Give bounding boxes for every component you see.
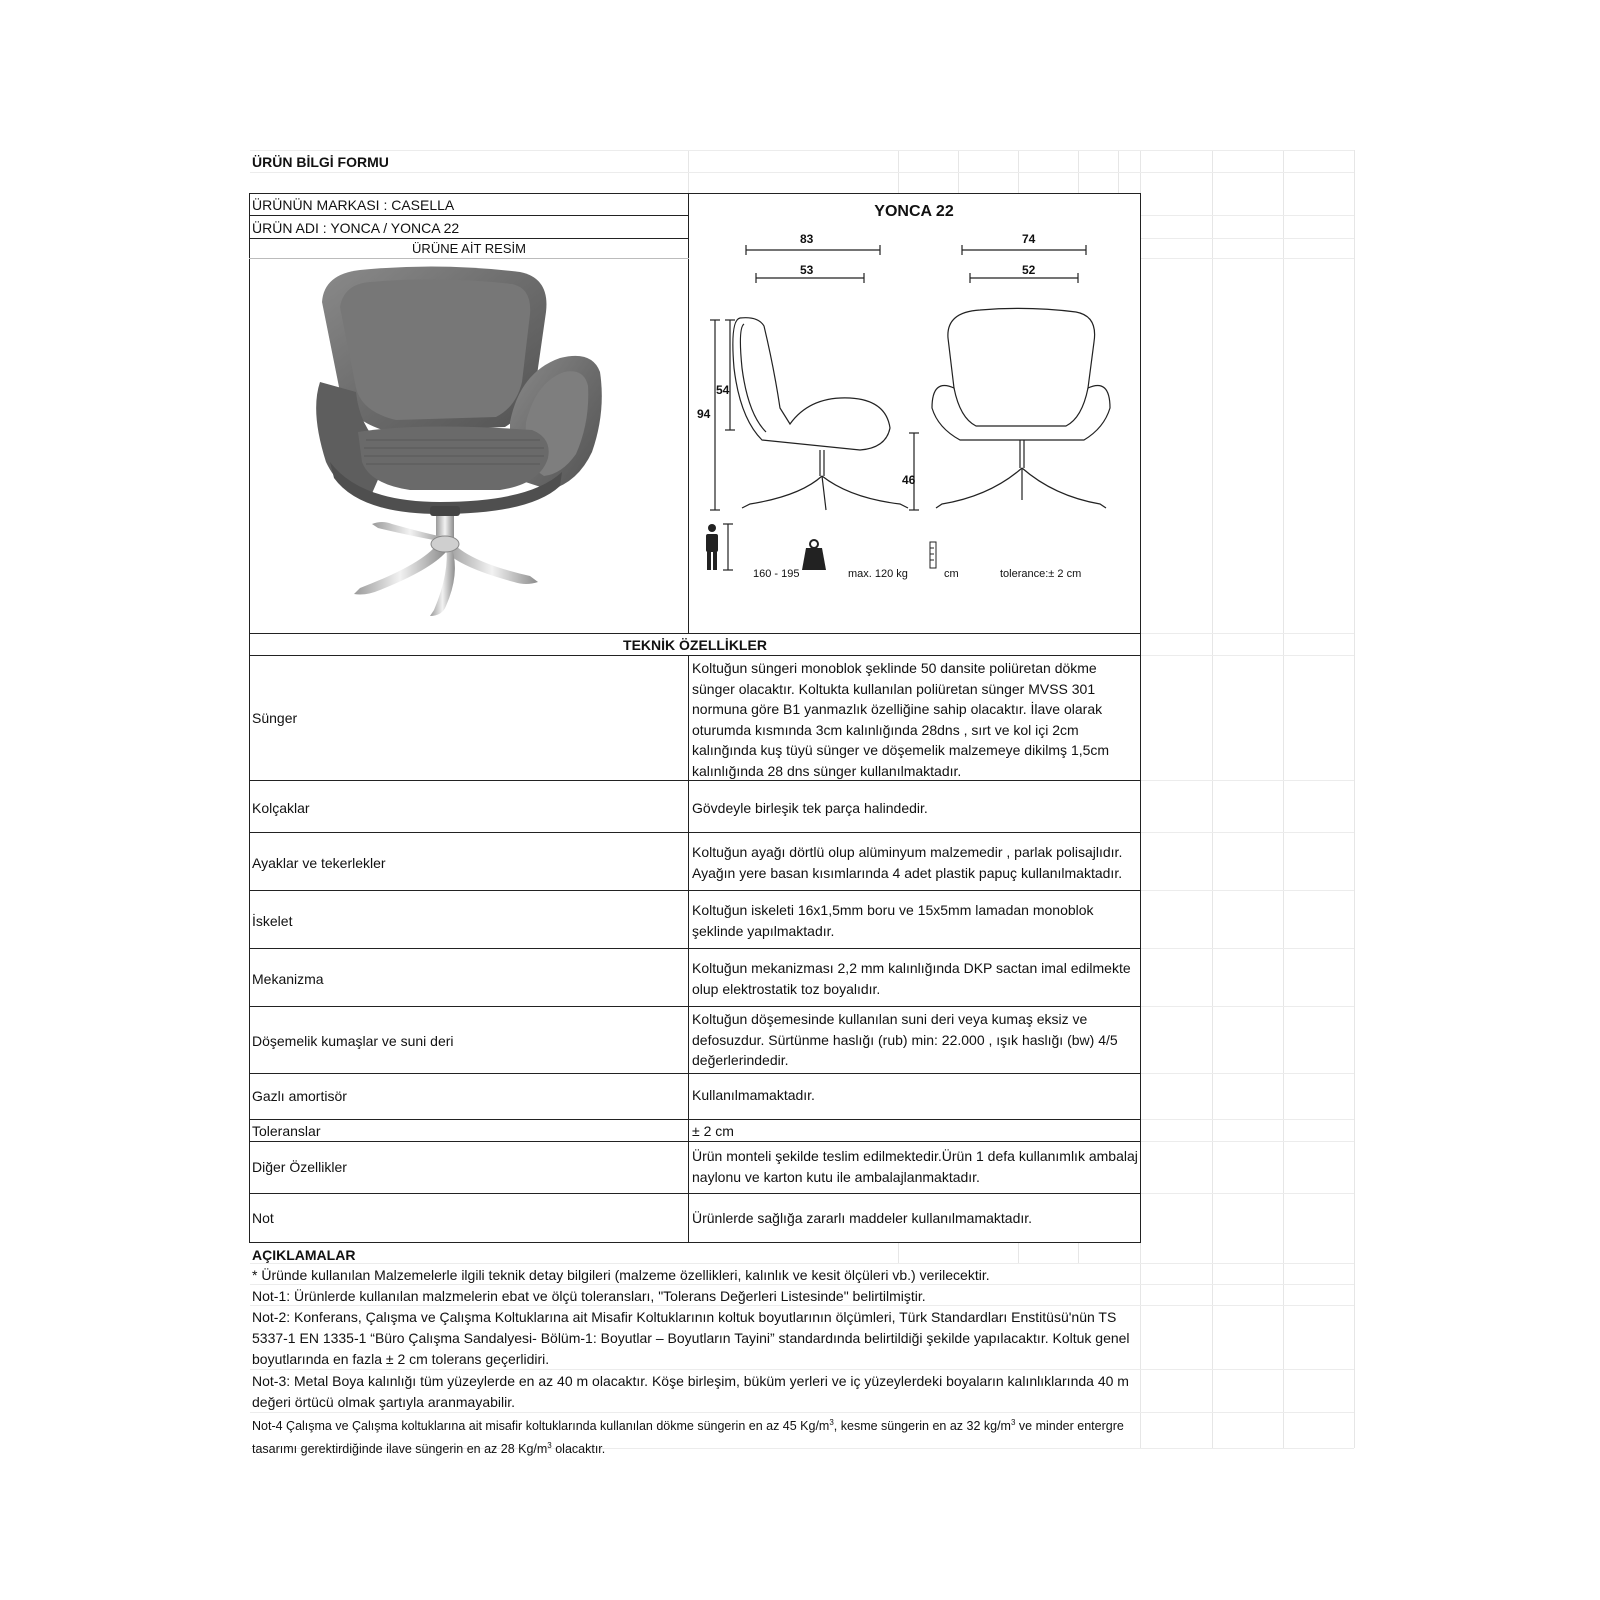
spec-label-not: Not: [252, 1210, 274, 1226]
spec-label-toleranslar: Toleranslar: [252, 1123, 321, 1139]
notes-title: AÇIKLAMALAR: [252, 1247, 356, 1263]
dim-front-seat: 52: [1022, 263, 1036, 277]
spec-value-ayaklar: Koltuğun ayağı dörtlü olup alüminyum malzemedir , parlak polisajlıdır. Ayağın yere basan kısımlarında 4 adet plastik papuç kullanılmaktadır.: [692, 844, 1123, 881]
spec-value-kolcaklar: Gövdeyle birleşik tek parça halindedir.: [692, 800, 928, 816]
dim-back-height: 54: [716, 383, 730, 397]
form-title: ÜRÜN BİLGİ FORMU: [252, 154, 389, 170]
dim-side-seat: 53: [800, 263, 814, 277]
spec-label-sunger: Sünger: [252, 710, 298, 726]
spec-value-not: Ürünlerde sağlığa zararlı maddeler kullanılmamaktadır.: [692, 1210, 1033, 1226]
note-3: Not-3: Metal Boya kalınlığı tüm yüzeylerde en az 40 m olacaktır. Köşe birleşim, büküm yerleri ve iç yüzeylerdeki boyaların kalınlıklarında 40 m değeri örtücü olmak şartıyla aranmayabilir.: [252, 1373, 1129, 1410]
max-weight: max. 120 kg: [848, 568, 908, 580]
spec-label-amortisor: Gazlı amortisör: [252, 1088, 347, 1104]
weight-icon: [802, 540, 826, 570]
spec-value-mekanizma: Koltuğun mekanizması 2,2 mm kalınlığında DKP sactan imal edilmekte olup elektrostatik toz boyalıdır.: [692, 960, 1131, 997]
spec-value-diger: Ürün monteli şekilde teslim edilmektedir.Ürün 1 defa kullanımlık ambalaj naylonu ve karton kutu ile ambalajlanmaktadır.: [692, 1148, 1138, 1185]
section-title: TEKNİK ÖZELLİKLER: [623, 637, 767, 653]
image-caption: ÜRÜNE AİT RESİM: [412, 241, 526, 256]
dim-seat-height: 46: [902, 473, 916, 487]
spec-label-iskelet: İskelet: [252, 913, 293, 929]
dim-front-width: 74: [1022, 232, 1036, 246]
tolerance-label: tolerance:± 2 cm: [1000, 568, 1082, 580]
product-name-line: ÜRÜN ADI : YONCA / YONCA 22: [252, 220, 460, 236]
chair-photo: [300, 262, 640, 622]
chair-seat: [358, 426, 549, 490]
user-height-range: 160 - 195: [753, 568, 800, 580]
note-4: Not-4 Çalışma ve Çalışma koltuklarına ait misafir koltuklarında kullanılan dökme süngerin en az 45 $Kg/m^3$, kesme süngerin en az 32 $kg/m^3$ ve minder entergre tasarımı gerektirdiğinde ilave süngerin en az 28 $Kg/m^3$ olacaktır.: [252, 1418, 1124, 1457]
spec-value-doseme: Koltuğun döşemesinde kullanılan suni deri veya kumaş eksiz ve defosuzdur. Sürtünme haslığı (rub) min: 22.000 , ışık haslığı (bw) 4/5 değerlerindedir.: [692, 1011, 1118, 1068]
weight-icon-label: kg: [818, 572, 827, 581]
person-icon: [706, 524, 718, 570]
brand-line: ÜRÜNÜN MARKASI : CASELLA: [252, 197, 455, 213]
spec-label-ayaklar: Ayaklar ve tekerlekler: [252, 855, 386, 871]
spec-label-kolcaklar: Kolçaklar: [252, 800, 310, 816]
note-star: * Üründe kullanılan Malzemelerle ilgili teknik detay bilgileri (malzeme özellikleri, kalınlık ve kesit ölçüleri vb.) verilecektir.: [252, 1267, 990, 1283]
spec-value-amortisor: Kullanılmamaktadır.: [692, 1087, 815, 1103]
ruler-icon: [930, 542, 936, 568]
spec-value-sunger: Koltuğun süngeri monoblok şeklinde 50 dansite poliüretan dökme sünger olacaktır. Koltukta kullanılan poliüretan sünger MVSS 301 normuna göre B1 yanmazlık özelliğine sahip olacaktır. İlave olarak oturumda kısmında 3cm kalınlığında 28dns , sırt ve kol içi 2cm kalınğında kuş tüyü sünger ve döşemelik malzemeye dikilmş 1,5cm kalınlığında 28 dns sünger kullanılmaktadır.: [692, 660, 1110, 779]
dim-total-height: 94: [697, 407, 711, 421]
dim-side-width: 83: [800, 232, 814, 246]
unit-label: cm: [944, 568, 959, 580]
chair-technical-drawing: [690, 228, 1140, 598]
note-1: Not-1: Ürünlerde kullanılan malzmelerin ebat ve ölçü toleransları, "Tolerans Değerleri Listesinde" belirtilmiştir.: [252, 1288, 926, 1304]
chair-base: [354, 540, 446, 595]
drawing-title: YONCA 22: [874, 203, 954, 220]
spec-value-iskelet: Koltuğun iskeleti 16x1,5mm boru ve 15x5mm lamadan monoblok şeklinde yapılmaktadır.: [692, 902, 1094, 939]
spec-label-diger: Diğer Özellikler: [252, 1159, 347, 1175]
spec-value-toleranslar: ± 2 cm: [692, 1123, 734, 1139]
spec-label-doseme: Döşemelik kumaşlar ve suni deri: [252, 1033, 454, 1049]
spec-label-mekanizma: Mekanizma: [252, 971, 324, 987]
note-2: Not-2: Konferans, Çalışma ve Çalışma Koltuklarına ait Misafir Koltuklarının koltuk boyutlarının ölçümleri, Türk Standardları Enstitüsü'nün TS 5337-1 EN 1335-1 “Büro Çalışma Sandalyesi- Bölüm-1: Boyutlar – Boyutların Tayini” standardında belirtildiği şekilde yapılacaktır. Koltuk genel boyutlarında en fazla ± 2 cm tolerans geçerlidiri.: [252, 1309, 1130, 1367]
